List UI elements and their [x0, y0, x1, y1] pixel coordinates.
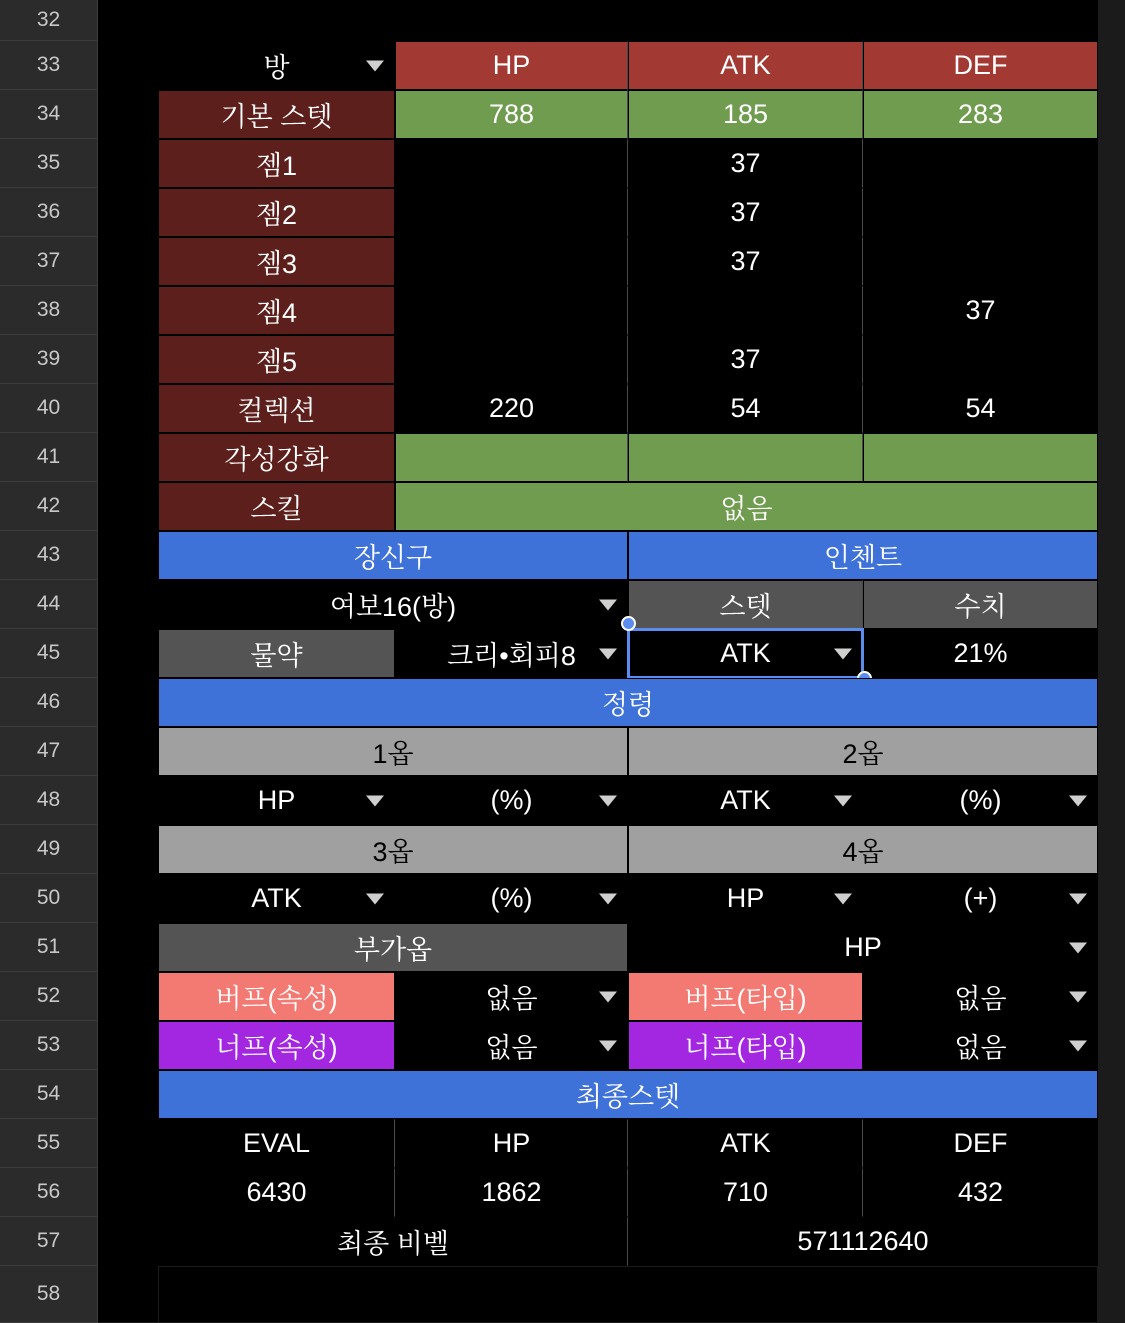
row-header-44[interactable] [0, 580, 98, 629]
row-header-42[interactable] [0, 482, 98, 531]
row-header-43[interactable] [0, 531, 98, 580]
chevron-down-icon[interactable] [1069, 893, 1087, 904]
cell-potion-item-select[interactable] [395, 629, 628, 678]
cell-base-def[interactable] [863, 90, 1098, 139]
cell-awakening-def[interactable] [863, 433, 1098, 482]
row-header-51[interactable] [0, 923, 98, 972]
row-number: 54 [36, 1082, 61, 1105]
cell-text: 너프(타입) [684, 1033, 807, 1063]
row-number: 58 [36, 1282, 61, 1305]
cell-accessory-item-select[interactable] [158, 580, 628, 629]
cell-text: 54 [965, 393, 996, 423]
row-number: 50 [36, 886, 61, 909]
row-number: 47 [36, 739, 61, 762]
cell-gem2-atk[interactable] [628, 188, 863, 237]
cell-text: HP [844, 932, 882, 962]
section-header-spirit[interactable] [158, 678, 1098, 727]
cell-text: 스텟 [719, 592, 772, 622]
cell-text: 283 [957, 99, 1004, 129]
chevron-down-icon[interactable] [834, 648, 852, 659]
cell-label-collection[interactable] [158, 384, 395, 433]
row-header-36[interactable] [0, 188, 98, 237]
cell-label-gem4[interactable] [158, 286, 395, 335]
cell-text: HP [726, 883, 765, 913]
row-header-34[interactable] [0, 90, 98, 139]
cell-text: 너프(속성) [215, 1033, 338, 1063]
cell-enchant-stat-select[interactable] [628, 629, 863, 678]
cell-header-option2[interactable] [628, 727, 1098, 776]
cell-text: ATK [251, 883, 302, 913]
cell-text: 1862 [481, 1177, 542, 1207]
row-header-41[interactable] [0, 433, 98, 482]
cell-final-value-eval[interactable] [158, 1168, 395, 1217]
cell-final-value-atk[interactable] [628, 1168, 863, 1217]
cell-text: 부가옵 [353, 935, 433, 965]
cell-text: 432 [957, 1177, 1004, 1207]
cell-option3-mode-select[interactable] [395, 874, 628, 923]
chevron-down-icon[interactable] [599, 893, 617, 904]
cell-text: 방 [263, 53, 290, 83]
cell-text: 37 [730, 246, 761, 276]
cell-text: 3옵 [372, 837, 414, 867]
cell-gem1-hp[interactable] [395, 139, 628, 188]
row-number: 56 [36, 1180, 61, 1203]
chevron-down-icon[interactable] [599, 795, 617, 806]
cell-text: 6430 [246, 1177, 307, 1207]
chevron-down-icon[interactable] [599, 1040, 617, 1051]
chevron-down-icon[interactable] [834, 893, 852, 904]
cell-text: 571112640 [797, 1226, 929, 1256]
row-header-50[interactable] [0, 874, 98, 923]
cell-label-buff-type[interactable] [628, 972, 863, 1021]
cell-label-awakening[interactable] [158, 433, 395, 482]
cell-text: ATK [720, 785, 771, 815]
row-number: 38 [36, 298, 61, 321]
chevron-down-icon[interactable] [1069, 942, 1087, 953]
cell-enchant-value-header[interactable] [863, 580, 1098, 629]
cell-text: HP [492, 1128, 531, 1158]
cell-text: 없음 [485, 1033, 538, 1063]
cell-gem2-def[interactable] [863, 188, 1098, 237]
cell-text: 젬1 [255, 151, 298, 181]
row-header-37[interactable] [0, 237, 98, 286]
cell-awakening-hp[interactable] [395, 433, 628, 482]
cell-option4-stat-select[interactable] [628, 874, 863, 923]
row-header-46[interactable] [0, 678, 98, 727]
cell-text: 젬4 [255, 298, 298, 328]
row-header-56[interactable] [0, 1168, 98, 1217]
cell-header-option3[interactable] [158, 825, 628, 874]
cell-final-value-def[interactable] [863, 1168, 1098, 1217]
cell-header-def[interactable] [863, 41, 1098, 90]
cell-text: (%) [959, 785, 1002, 815]
cell-text: HP [492, 50, 531, 80]
cell-text: 크리•회피8 [447, 641, 576, 671]
chevron-down-icon[interactable] [834, 795, 852, 806]
row-number: 52 [36, 984, 61, 1007]
cell-text: 젬3 [255, 249, 298, 279]
cell-label-gem2[interactable] [158, 188, 395, 237]
cell-text: 여보16(방) [329, 592, 457, 622]
cell-gem1-atk[interactable] [628, 139, 863, 188]
cell-text: 없음 [954, 984, 1007, 1014]
cell-label-gem1[interactable] [158, 139, 395, 188]
row-header-48[interactable] [0, 776, 98, 825]
cell-gem5-hp[interactable] [395, 335, 628, 384]
row-header-35[interactable] [0, 139, 98, 188]
cell-label-skill[interactable] [158, 482, 395, 531]
row-number: 36 [36, 200, 61, 223]
section-header-final-stats[interactable] [158, 1070, 1098, 1119]
cell-option1-stat-select[interactable] [158, 776, 395, 825]
cell-gem1-def[interactable] [863, 139, 1098, 188]
row-header-54[interactable] [0, 1070, 98, 1119]
cell-enchant-value[interactable] [863, 629, 1098, 678]
row-header-55[interactable] [0, 1119, 98, 1168]
cell-text: 21% [953, 638, 1008, 668]
cell-gem5-def[interactable] [863, 335, 1098, 384]
cell-text: 788 [488, 99, 535, 129]
empty-row-32[interactable] [158, 0, 1098, 41]
row-number: 51 [36, 935, 61, 958]
row-number: 41 [36, 445, 61, 468]
row-header-53[interactable] [0, 1021, 98, 1070]
cell-text: 정령 [601, 690, 655, 720]
row-header-49[interactable] [0, 825, 98, 874]
cell-collection-def[interactable] [863, 384, 1098, 433]
cell-label-gem3[interactable] [158, 237, 395, 286]
row-number: 42 [36, 494, 61, 517]
cell-text: 각성강화 [224, 445, 329, 475]
cell-text: (%) [490, 785, 533, 815]
row-number: 35 [36, 151, 61, 174]
cell-enchant-stat-header[interactable] [628, 580, 863, 629]
cell-gem3-hp[interactable] [395, 237, 628, 286]
cell-text: 기본 스텟 [220, 102, 333, 132]
row-header-38[interactable] [0, 286, 98, 335]
cell-label-buff-element[interactable] [158, 972, 395, 1021]
cell-extra-option-select[interactable] [628, 923, 1098, 972]
cell-buff-element-select[interactable] [395, 972, 628, 1021]
cell-text: 37 [730, 197, 761, 227]
cell-final-header-hp[interactable] [395, 1119, 628, 1168]
cell-nerf-element-select[interactable] [395, 1021, 628, 1070]
cell-final-header-def[interactable] [863, 1119, 1098, 1168]
row-number: 44 [36, 592, 61, 615]
cell-gem3-def[interactable] [863, 237, 1098, 286]
cell-text: 젬2 [255, 200, 298, 230]
cell-text: 장신구 [353, 543, 433, 573]
cell-option2-mode-select[interactable] [863, 776, 1098, 825]
cell-text: (%) [490, 883, 533, 913]
cell-label-gem5[interactable] [158, 335, 395, 384]
cell-nerf-type-select[interactable] [863, 1021, 1098, 1070]
cell-text: 버프(속성) [215, 984, 338, 1014]
cell-header-atk[interactable] [628, 41, 863, 90]
chevron-down-icon[interactable] [599, 599, 617, 610]
cell-text: 없음 [485, 984, 538, 1014]
cell-header-option1[interactable] [158, 727, 628, 776]
cell-label-final-power[interactable] [158, 1217, 628, 1266]
row-number: 45 [36, 641, 61, 664]
cell-gem4-hp[interactable] [395, 286, 628, 335]
cell-final-header-eval[interactable] [158, 1119, 395, 1168]
section-header-enchant[interactable] [628, 531, 1098, 580]
row-number: 33 [36, 53, 61, 76]
selection-handle-top[interactable] [621, 616, 636, 631]
cell-header-option4[interactable] [628, 825, 1098, 874]
cell-label-nerf-element[interactable] [158, 1021, 395, 1070]
row-header-52[interactable] [0, 972, 98, 1021]
row-number: 53 [36, 1033, 61, 1056]
cell-option1-mode-select[interactable] [395, 776, 628, 825]
cell-header-hp[interactable] [395, 41, 628, 90]
row-header-47[interactable] [0, 727, 98, 776]
row-header-32[interactable] [0, 0, 98, 41]
cell-text: (+) [963, 883, 998, 913]
cell-text: 물약 [250, 641, 303, 671]
cell-collection-hp[interactable] [395, 384, 628, 433]
cell-text: 컬렉션 [237, 396, 316, 426]
cell-text: 710 [722, 1177, 769, 1207]
cell-text: 최종 비벨 [337, 1229, 449, 1259]
cell-option3-stat-select[interactable] [158, 874, 395, 923]
cell-text: 최종스텟 [575, 1082, 681, 1112]
row-header-45[interactable] [0, 629, 98, 678]
chevron-down-icon[interactable] [1069, 795, 1087, 806]
row-number: 57 [36, 1229, 61, 1252]
cell-gem4-def[interactable] [863, 286, 1098, 335]
cell-value-final-power[interactable] [628, 1217, 1098, 1266]
row-header-39[interactable] [0, 335, 98, 384]
cell-label-nerf-type[interactable] [628, 1021, 863, 1070]
cell-text: 인첸트 [823, 543, 903, 573]
row-header-58[interactable] [0, 1266, 98, 1323]
cell-text: 37 [730, 148, 761, 178]
chevron-down-icon[interactable] [599, 991, 617, 1002]
cell-text: HP [257, 785, 296, 815]
cell-final-value-hp[interactable] [395, 1168, 628, 1217]
cell-label-potion[interactable] [158, 629, 395, 678]
cell-text: 185 [722, 99, 769, 129]
cell-text: 스킬 [250, 494, 303, 524]
cell-text: 220 [488, 393, 535, 423]
row-number: 43 [36, 543, 61, 566]
row-number: 32 [36, 8, 61, 31]
section-header-accessory[interactable] [158, 531, 628, 580]
cell-text: ATK [720, 1128, 771, 1158]
cell-gem5-atk[interactable] [628, 335, 863, 384]
cell-text: DEF [953, 1128, 1008, 1158]
cell-label-extra-option[interactable] [158, 923, 628, 972]
cell-gem2-hp[interactable] [395, 188, 628, 237]
cell-text: 2옵 [842, 739, 884, 769]
empty-row-58[interactable] [158, 1266, 1098, 1323]
cell-text: 4옵 [842, 837, 884, 867]
row-number: 39 [36, 347, 61, 370]
empty-column-gutter[interactable] [98, 0, 158, 1323]
cell-text: 없음 [720, 494, 773, 524]
row-header-57[interactable] [0, 1217, 98, 1266]
chevron-down-icon[interactable] [366, 893, 384, 904]
chevron-down-icon[interactable] [1069, 1040, 1087, 1051]
row-number: 46 [36, 690, 61, 713]
cell-awakening-atk[interactable] [628, 433, 863, 482]
row-number: 55 [36, 1131, 61, 1154]
cell-text: 37 [730, 344, 761, 374]
cell-text: 37 [965, 295, 996, 325]
row-number: 49 [36, 837, 61, 860]
cell-text: 54 [730, 393, 761, 423]
cell-text: 1옵 [372, 739, 414, 769]
cell-type-select[interactable] [158, 41, 395, 90]
cell-text: ATK [720, 638, 771, 668]
cell-skill-value[interactable] [395, 482, 1098, 531]
row-number: 48 [36, 788, 61, 811]
cell-text: EVAL [242, 1128, 311, 1158]
row-number: 37 [36, 249, 61, 272]
chevron-down-icon[interactable] [366, 60, 384, 71]
row-header-40[interactable] [0, 384, 98, 433]
cell-gem3-atk[interactable] [628, 237, 863, 286]
cell-final-header-atk[interactable] [628, 1119, 863, 1168]
cell-base-hp[interactable] [395, 90, 628, 139]
cell-collection-atk[interactable] [628, 384, 863, 433]
cell-option4-mode-select[interactable] [863, 874, 1098, 923]
chevron-down-icon[interactable] [366, 795, 384, 806]
cell-buff-type-select[interactable] [863, 972, 1098, 1021]
cell-text: DEF [953, 50, 1008, 80]
cell-text: 없음 [954, 1033, 1007, 1063]
cell-label-base-stat[interactable] [158, 90, 395, 139]
row-number: 40 [36, 396, 61, 419]
chevron-down-icon[interactable] [1069, 991, 1087, 1002]
cell-text: 수치 [954, 592, 1007, 622]
cell-gem4-atk[interactable] [628, 286, 863, 335]
row-header-33[interactable] [0, 41, 98, 90]
cell-text: 젬5 [255, 347, 298, 377]
cell-option2-stat-select[interactable] [628, 776, 863, 825]
chevron-down-icon[interactable] [599, 648, 617, 659]
row-number: 34 [36, 102, 61, 125]
cell-text: 버프(타입) [684, 984, 807, 1014]
cell-text: ATK [720, 50, 771, 80]
cell-base-atk[interactable] [628, 90, 863, 139]
